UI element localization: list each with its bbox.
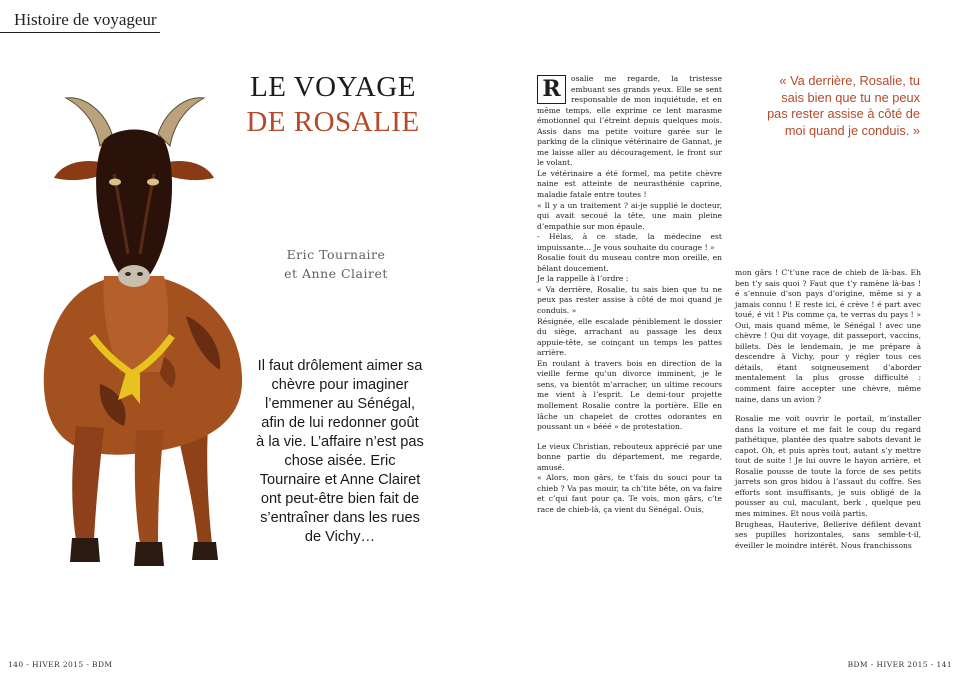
paragraph-text: osalie me regarde, la tristesse embuant ses grands yeux. Elle se sent responsable de mon inquiétude, et en même temps, elle exprime ce lent marasme émotionnel qui l’étreint depuis quelques mois. Assis dans ma petite voiture garée sur le parking de la clinique vétérinaire de Gannat, je me laisse aller au découragement, le front sur le volant. xyxy=(537,74,722,168)
section-rule xyxy=(0,32,160,33)
folio-right: BDM - HIVER 2015 - 141 xyxy=(847,660,952,669)
authors-line-1: Eric Tournaire xyxy=(286,247,386,262)
paragraph: « Va derrière, Rosalie, tu sais bien que tu ne peux pas rester assise à côté de moi quand je conduis. » xyxy=(537,284,722,316)
paragraph xyxy=(537,74,722,169)
paragraph: Résignée, elle escalade péniblement le dossier du siège, arrachant au passage les deux appuie-tête, se coinçant un temps les pattes arrière. xyxy=(537,316,722,358)
folio-left: 140 - HIVER 2015 - BDM xyxy=(8,660,113,669)
paragraph: Le vétérinaire a été formel, ma petite chèvre naine est atteinte de neurasthénie caprine, maladie fatale entre toutes ! xyxy=(537,168,722,200)
paragraph: - Hélas, à ce stade, la médecine est impuissante… Je vous souhaite du courage ! » xyxy=(537,232,722,252)
dropcap: R xyxy=(537,75,566,104)
paragraph: Le vieux Christian, rebouteux apprécié par une bonne partie du département, me regarde, amusé. xyxy=(537,441,722,472)
authors-line-2: et Anne Clairet xyxy=(284,266,388,281)
article-column-1 xyxy=(537,74,722,515)
paragraph: Je la rappelle à l’ordre : xyxy=(537,274,629,284)
paragraph: Brugheas, Hauterive, Bellerive défilent devant ses pupilles horizontales, sans semble-t-il, éveiller le moindre intérêt. Nous franchissons xyxy=(735,519,921,550)
title-line-2: DE ROSALIE xyxy=(246,106,420,138)
article-title xyxy=(222,70,444,140)
article-column-2 xyxy=(735,268,921,551)
paragraph: « Il y a un traitement ? ai-je supplié le docteur, qui avait secoué la tête, une main pleine d’empathie sur mon épaule. xyxy=(537,200,722,231)
pull-quote: « Va derrière, Rosalie, tu sais bien que tu ne peux pas rester assise à côté de moi quand je conduis. » xyxy=(767,73,920,138)
paragraph: Rosalie fouit du museau contre mon oreille, en bêlant doucement. xyxy=(537,253,722,273)
paragraph: Rosalie me voit ouvrir le portail, m’installer dans la voiture et me fait le coup du regard pathétique, plantée des quatre sabots devant le capot. Oh, et puis après tout, autant s’y mettre tout de suite ! Je lui ouvre le hayon arrière, et Rosalie pousse de toute la force de ses petits jarrets son gros bidou à l’assaut du coffre. Ses efforts sont insuffisants, je suis obligé de la pousser au cul, maculant, berk , quelque peu mes mimines. Et nous voilà partis. xyxy=(735,414,921,519)
title-line-1: LE VOYAGE xyxy=(250,71,416,103)
article-lead: Il faut drôlement aimer sa chèvre pour imaginer l’emmener au Sénégal, afin de lui redonner goût à la vie. L’affaire n’est pas chose aisée. Eric Tournaire et Anne Clairet ont peut-être bien fait de s’entraîner dans les rues de Vichy… xyxy=(256,358,424,545)
article-authors xyxy=(262,245,410,283)
paragraph: « Alors, mon gârs, te t’fais du souci pour ta chieb ? Va pas mouir, ta ch’tite bête, on va faire et c’qui faut pour ça. Te vois, mon gârs, c’te race de chieb-là, ça vient du Sénégal. Ouis, xyxy=(537,473,722,514)
section-label: Histoire de voyageur xyxy=(14,10,157,29)
paragraph: mon gârs ! C’t’une race de chieb de là-bas. Eh ben t’y sais quoi ? Faut que t’y ramène là-bas ! é s’ennuie d’son pays d’origine, même si y a jamais connu ! E reste ici, é crève ! é part avec toué, é vit ! Pis comme ça, te verras du pays ! » Oui, mais quand même, le Sénégal ! avec une chèvre ! Qui dit voyage, dit passeport, vaccins, billets. Dès le lendemain, je me prépare à descendre à Vichy, pour y régler tous ces détails, étant soigneusement d’aborder mentalement la plus grosse difficulté : comment faire accepter une chèvre, même naine, dans un avion ? xyxy=(735,268,921,404)
paragraph: En roulant à travers bois en direction de la vieille ferme qu’un divorce imminent, je le sens, va bientôt m’arracher, un ultime recours me vient à l’esprit. Le demi-tour projette mollement Rosalie contre la portière. Elle en lâche un chapelet de crottes odorantes en poussant un « bééé » de protestation. xyxy=(537,358,722,432)
